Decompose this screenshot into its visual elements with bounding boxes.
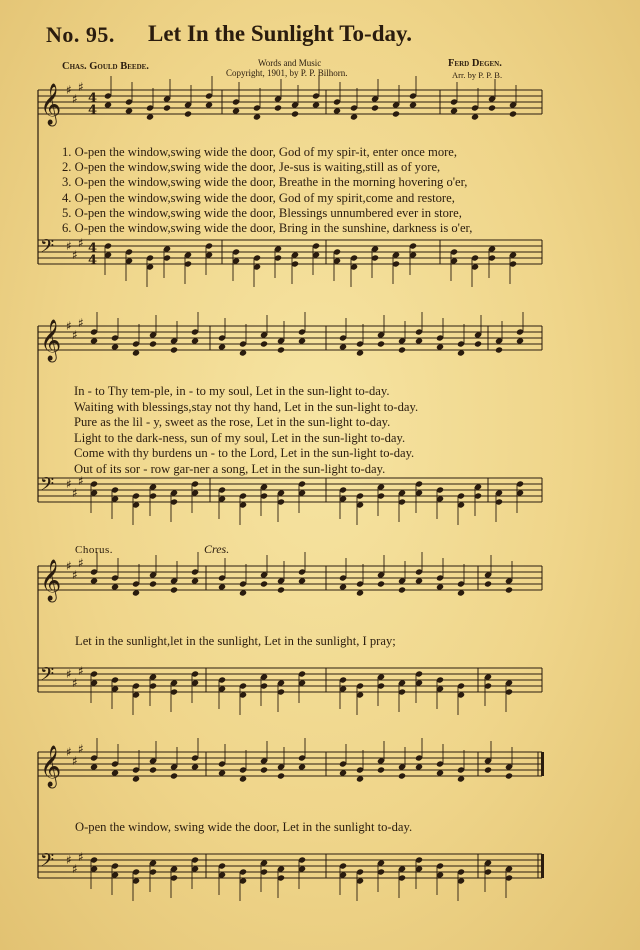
note-head: [170, 346, 178, 353]
verse-ending-line: Come with thy burdens un - to the Lord, Let in the sun-light to-day.: [74, 446, 415, 461]
sharp-icon: ♯: [78, 80, 84, 94]
note-head: [484, 580, 492, 587]
note-head: [457, 589, 465, 596]
crescendo-marking: Cres.: [204, 542, 230, 556]
note-head: [509, 110, 517, 117]
note-head: [415, 577, 423, 584]
note-head: [191, 763, 199, 770]
hymn-title: Let In the Sunlight To-day.: [148, 21, 412, 46]
sharp-icon: ♯: [66, 745, 72, 759]
note-head: [471, 113, 479, 120]
note-head: [239, 349, 247, 356]
verse-line: 2. O-pen the window,swing wide the door, Je-sus is waiting,still as of yore,: [62, 160, 441, 175]
note-head: [484, 766, 492, 773]
time-signature-top: 4: [88, 91, 98, 106]
verse-line: 3. O-pen the window,swing wide the door, Breathe in the morning hovering o'er,: [62, 175, 468, 190]
verse-line: 4. O-pen the window,swing wide the door, God of my spirit,come and restore,: [62, 190, 455, 205]
verse-endings: [74, 384, 418, 478]
note-head: [274, 104, 282, 111]
note-head: [488, 104, 496, 111]
time-signature-bottom: 4: [88, 103, 98, 118]
note-head: [377, 766, 385, 773]
treble-clef-icon: 𝄞: [40, 745, 62, 787]
arranger-credit: Arr. by P. P. B.: [452, 70, 503, 80]
note-head: [495, 346, 503, 353]
note-head: [356, 775, 364, 782]
note-head: [170, 586, 178, 593]
note-head: [149, 340, 157, 347]
sharp-icon: ♯: [66, 83, 72, 97]
note-head: [163, 104, 171, 111]
note-head: [90, 763, 98, 770]
note-head: [409, 101, 417, 108]
note-head: [436, 583, 444, 590]
copyright-credit: Copyright, 1901, by P. P. Bilhorn.: [226, 68, 348, 78]
note-head: [298, 577, 306, 584]
note-head: [356, 349, 364, 356]
note-head: [239, 589, 247, 596]
sharp-icon: ♯: [78, 664, 84, 678]
note-head: [415, 337, 423, 344]
note-head: [505, 586, 513, 593]
sharp-icon: ♯: [72, 328, 78, 342]
note-head: [298, 337, 306, 344]
note-head: [436, 343, 444, 350]
note-head: [146, 113, 154, 120]
bass-clef-icon: 𝄢: [40, 850, 55, 876]
note-head: [277, 772, 285, 779]
final-barline: [541, 752, 544, 776]
hymn-number: No. 95.: [46, 22, 115, 47]
note-head: [415, 763, 423, 770]
verse-line: 5. O-pen the window,swing wide the door, Blessings unnumbered ever in store,: [62, 205, 462, 220]
verse-ending-line: In - to Thy tem-ple, in - to my soul, Let in the sun-light to-day.: [74, 384, 390, 398]
note-head: [218, 343, 226, 350]
treble-clef-icon: 𝄞: [40, 559, 62, 601]
sharp-icon: ♯: [78, 316, 84, 330]
sharp-icon: ♯: [72, 92, 78, 106]
note-head: [90, 577, 98, 584]
note-head: [516, 337, 524, 344]
verse-line: 1. O-pen the window,swing wide the door, God of my spir-it, enter once more,: [62, 145, 458, 159]
note-head: [339, 343, 347, 350]
note-head: [184, 110, 192, 117]
note-head: [125, 107, 133, 114]
note-head: [371, 104, 379, 111]
sharp-icon: ♯: [78, 474, 84, 488]
note-head: [239, 775, 247, 782]
note-head: [457, 775, 465, 782]
note-head: [205, 101, 213, 108]
note-head: [474, 340, 482, 347]
note-head: [218, 583, 226, 590]
note-head: [132, 589, 140, 596]
sharp-icon: ♯: [66, 853, 72, 867]
note-head: [377, 580, 385, 587]
note-head: [260, 580, 268, 587]
note-head: [191, 577, 199, 584]
note-head: [149, 766, 157, 773]
note-head: [339, 769, 347, 776]
sharp-icon: ♯: [72, 676, 78, 690]
sharp-icon: ♯: [72, 486, 78, 500]
verse-lyrics: [62, 145, 552, 236]
note-head: [104, 101, 112, 108]
sharp-icon: ♯: [66, 239, 72, 253]
sharp-icon: ♯: [78, 236, 84, 250]
sharp-icon: ♯: [72, 754, 78, 768]
sharp-icon: ♯: [72, 862, 78, 876]
note-head: [398, 346, 406, 353]
note-head: [457, 349, 465, 356]
note-head: [291, 110, 299, 117]
note-head: [505, 772, 513, 779]
note-head: [218, 769, 226, 776]
note-head: [277, 346, 285, 353]
note-head: [436, 769, 444, 776]
verse-ending-line: Out of its sor - row gar-ner a song, Let in the sun-light to-day.: [74, 461, 386, 476]
note-head: [253, 113, 261, 120]
note-head: [111, 583, 119, 590]
final-barline: [541, 854, 544, 878]
note-head: [191, 337, 199, 344]
sharp-icon: ♯: [78, 742, 84, 756]
note-head: [170, 772, 178, 779]
sharp-icon: ♯: [78, 556, 84, 570]
time-signature-top: 4: [88, 241, 98, 256]
note-head: [312, 101, 320, 108]
note-head: [298, 763, 306, 770]
author-credit: Chas. Gould Beede.: [62, 61, 149, 72]
sharp-icon: ♯: [66, 319, 72, 333]
verse-ending-line: Waiting with blessings,stay not thy hand, Let in the sun-light to-day.: [74, 399, 419, 414]
note-head: [111, 343, 119, 350]
note-head: [111, 769, 119, 776]
verse-line: 6. O-pen the window,swing wide the door, Bring in the sunshine, darkness is o'er,: [62, 221, 473, 236]
verse-ending-line: Pure as the lil - y, sweet as the rose, Let in the sun-light to-day.: [74, 415, 391, 430]
note-head: [149, 580, 157, 587]
treble-clef-icon: 𝄞: [40, 319, 62, 361]
bass-clef-icon: 𝄢: [40, 664, 55, 690]
words-music-credit: Words and Music: [258, 58, 322, 68]
note-head: [132, 349, 140, 356]
treble-clef-icon: 𝄞: [40, 83, 62, 125]
note-head: [339, 583, 347, 590]
bass-clef-icon: 𝄢: [40, 236, 55, 262]
time-signature-bottom: 4: [88, 253, 98, 268]
verse-ending-line: Light to the dark-ness, sun of my soul, Let in the sun-light to-day.: [74, 430, 406, 445]
note-head: [392, 110, 400, 117]
note-head: [90, 337, 98, 344]
note-head: [333, 107, 341, 114]
note-head: [398, 586, 406, 593]
note-head: [132, 775, 140, 782]
note-head: [398, 772, 406, 779]
sharp-icon: ♯: [72, 248, 78, 262]
note-head: [450, 107, 458, 114]
note-head: [277, 586, 285, 593]
note-head: [232, 107, 240, 114]
note-head: [377, 340, 385, 347]
sharp-icon: ♯: [66, 667, 72, 681]
bass-clef-icon: 𝄢: [40, 474, 55, 500]
note-head: [260, 340, 268, 347]
note-head: [356, 589, 364, 596]
composer-credit: Ferd Degen.: [448, 58, 502, 69]
sharp-icon: ♯: [66, 559, 72, 573]
chorus-lyric-line: O-pen the window, swing wide the door, Let in the sunlight to-day.: [75, 820, 413, 834]
chorus-label: Chorus.: [75, 544, 114, 556]
sharp-icon: ♯: [78, 850, 84, 864]
sharp-icon: ♯: [72, 568, 78, 582]
note-head: [260, 766, 268, 773]
note-head: [350, 113, 358, 120]
chorus-lyric-line: Let in the sunlight,let in the sunlight, Let in the sunlight, I pray;: [75, 634, 396, 648]
sharp-icon: ♯: [66, 477, 72, 491]
